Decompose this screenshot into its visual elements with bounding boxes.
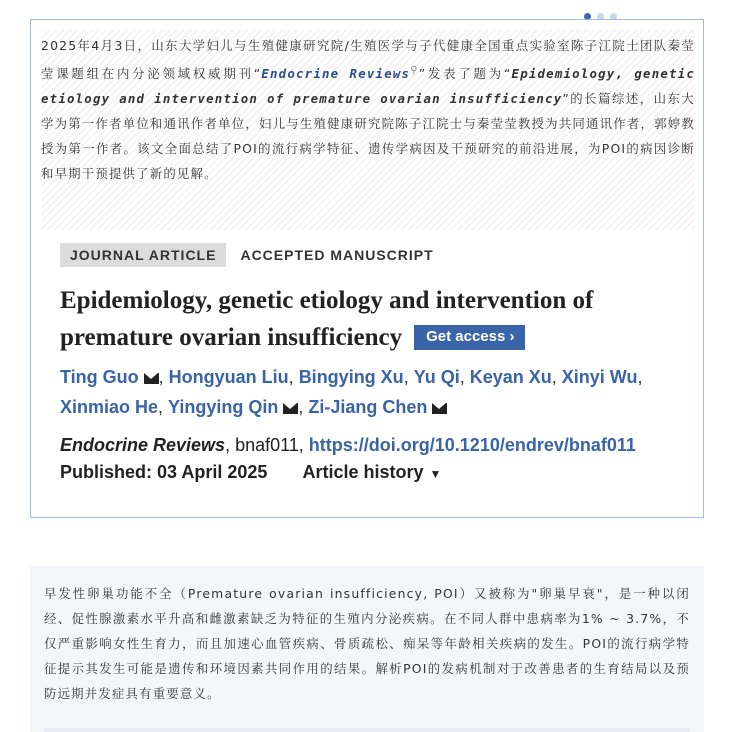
article-title-text: Epidemiology, genetic etiology and intervention of premature ovarian insufficiency <box>60 287 594 351</box>
chevron-right-icon: › <box>509 328 515 345</box>
article-title <box>60 282 690 356</box>
published-label: Published: <box>60 462 153 482</box>
intro-text-1: 2025年4月3日，山东大学妇儿与生殖健康研究院/生殖医学与子代健康全国重点实验室陈子江院士团队秦莹莹课题组在内分泌领域权威期刊“ <box>41 38 695 82</box>
author-list <box>60 362 690 422</box>
author-link[interactable]: Xinmiao He <box>60 397 159 417</box>
divider <box>44 728 690 732</box>
envelope-icon[interactable] <box>283 403 298 414</box>
author-separator: , <box>637 367 643 387</box>
author-separator: , <box>551 367 562 387</box>
intro-paper-title: Epidemiology, genetic etiology and intervention of premature ovarian insufficiency <box>41 66 696 107</box>
article-history-toggle[interactable] <box>302 462 441 482</box>
get-access-button[interactable] <box>414 325 524 350</box>
author-link[interactable]: Yu Qi <box>413 367 460 387</box>
search-icon: ⚲ <box>410 65 419 76</box>
author-link[interactable]: Yingying Qin <box>168 397 279 417</box>
journal-name: Endocrine Reviews <box>60 435 226 455</box>
background-paragraph: 早发性卵巢功能不全（Premature ovarian insufficiency, POI）又被称为"卵巢早衰"，是一种以闭经、促性腺激素水平升高和雌激素缺乏为特征的生殖内分泌疾病。在不同人群中患病率为1% ~ 3.7%，不仅严重影响女性生育力，而且加速心血管疾病、骨质疏松、痴呆等年龄相关疾病的发生。POI的流行病学特征提示其发生可能是遗传和环境因素共同作用的结果。解析POI的发病机制对于改善患者的生育结局以及预防远期并发症具有重要意义。 <box>44 586 690 701</box>
published-date: 03 April 2025 <box>157 462 268 482</box>
article-history-label: Article history <box>302 462 424 482</box>
envelope-icon[interactable] <box>432 403 447 414</box>
intro-paragraph <box>41 30 695 186</box>
author-separator: , <box>158 397 169 417</box>
caret-down-icon: ▼ <box>429 467 442 481</box>
news-card <box>30 19 704 518</box>
article-badges <box>60 242 690 268</box>
doi-link[interactable]: https://doi.org/10.1210/endrev/bnaf011 <box>308 435 636 455</box>
publication-line <box>60 462 690 483</box>
journal-article-badge: JOURNAL ARTICLE <box>60 243 226 267</box>
accepted-manuscript-label: ACCEPTED MANUSCRIPT <box>240 247 434 263</box>
author-link[interactable]: Zi-Jiang Chen <box>308 397 428 417</box>
author-separator: , <box>158 367 169 387</box>
author-link[interactable]: Ting Guo <box>60 367 139 387</box>
intro-journal-name: Endocrine Reviews <box>261 66 411 82</box>
author-separator: , <box>298 397 309 417</box>
envelope-icon[interactable] <box>144 373 159 384</box>
article-id: , bnaf011, <box>225 435 309 455</box>
get-access-label: Get access <box>426 328 506 345</box>
intro-text-3: ”的长篇综述，山东大学为第一作者单位和通讯作者单位，妇儿与生殖健康研究院陈子江院士与秦莹莹教授为共同通讯作者，郭婷教授为第一作者。该文全面总结了POI的流行病学特征、遗传学病因及干预研究的前沿进展，为POI的病因诊断和早期干预提供了新的见解。 <box>41 91 695 182</box>
article-screenshot <box>60 242 690 483</box>
author-link[interactable]: Bingying Xu <box>298 367 404 387</box>
citation-line <box>60 435 690 456</box>
author-separator: , <box>403 367 414 387</box>
background-text-block <box>30 566 704 732</box>
author-link[interactable]: Hongyuan Liu <box>168 367 289 387</box>
intro-text-block <box>41 30 695 230</box>
author-link[interactable]: Keyan Xu <box>469 367 552 387</box>
author-separator: , <box>288 367 299 387</box>
intro-text-2: ”发表了题为“ <box>418 66 512 82</box>
author-separator: , <box>459 367 470 387</box>
author-link[interactable]: Xinyi Wu <box>561 367 638 387</box>
